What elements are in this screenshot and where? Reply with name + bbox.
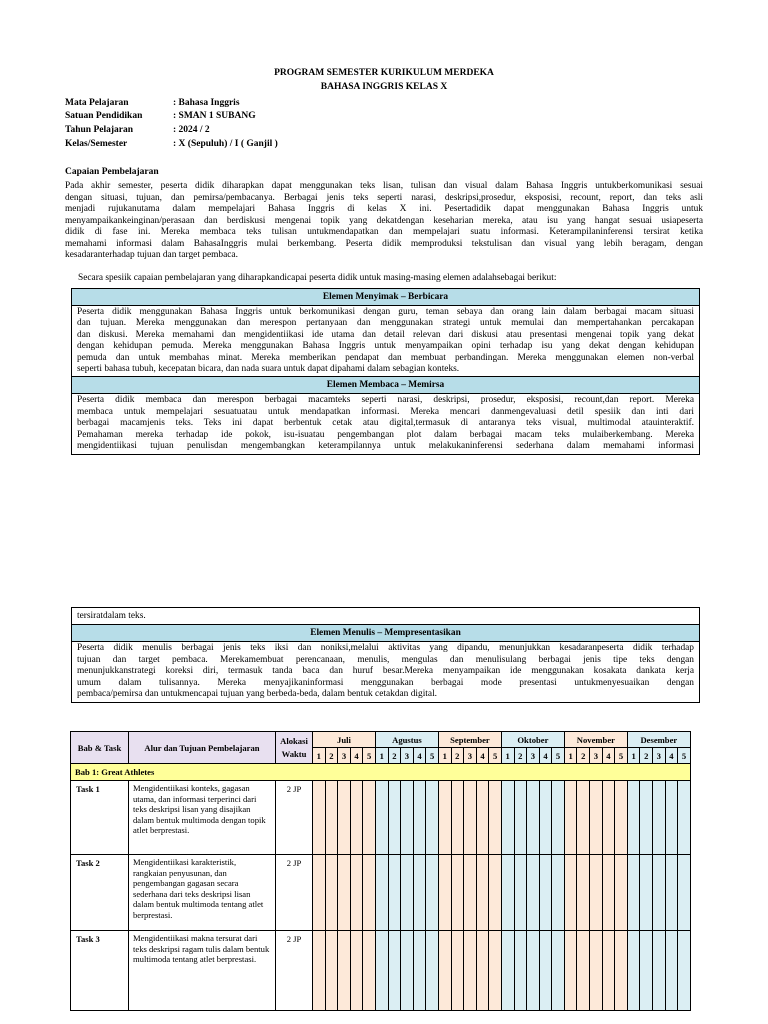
- week-cell: [514, 855, 527, 931]
- menyimak-line: dengan kehidupan pemuda. Mereka menggunakan Bahasa Inggris untuk menyampaikan opini terhadap isu yang dekat dengan kehidupan: [77, 341, 694, 352]
- week-cell: [577, 855, 590, 931]
- week-cell: [426, 855, 439, 931]
- week-cell: [350, 781, 363, 855]
- capaian-line: Pada akhir semester, peserta didik diharapkan dapat menggunakan teks lisan, tulisan dan visual dalam Bahasa Inggris untukberkomunikasi sesuai: [65, 181, 703, 191]
- elemen-box-page1: [71, 288, 700, 455]
- week-header: 2: [640, 748, 653, 764]
- week-cell: [464, 855, 477, 931]
- week-cell: [653, 781, 666, 855]
- week-cell: [615, 855, 628, 931]
- week-cell: [426, 781, 439, 855]
- task-label: Task 1: [71, 781, 129, 855]
- capaian-paragraph: [65, 181, 703, 262]
- week-cell: [640, 931, 653, 1011]
- week-cell: [590, 931, 603, 1011]
- week-cell: [615, 931, 628, 1011]
- week-cell: [501, 931, 514, 1011]
- week-header: 1: [564, 748, 577, 764]
- meta-value: : 2024 / 2: [173, 125, 210, 135]
- menulis-line: Peserta didik menulis berbagai jenis teks iksi dan noniksi,melalui aktivitas yang dipandu, menunjukkan kesadaranpeserta didik terhadap: [77, 643, 694, 654]
- week-cell: [363, 781, 376, 855]
- week-cell: [564, 781, 577, 855]
- week-header: 4: [602, 748, 615, 764]
- menulis-line: menunjukkanstrategi koreksi diri, termasuk tanda baca dan huruf besar.Mereka menyampaikan ide menggunakan kosakata dankata kerja: [77, 666, 694, 677]
- month-header: Agustus: [375, 732, 438, 748]
- week-cell: [602, 781, 615, 855]
- week-cell: [489, 931, 502, 1011]
- week-cell: [552, 781, 565, 855]
- week-header: 5: [426, 748, 439, 764]
- week-cell: [514, 931, 527, 1011]
- week-cell: [375, 855, 388, 931]
- week-cell: [438, 781, 451, 855]
- week-cell: [678, 781, 691, 855]
- meta-label: Satuan Pendidikan: [65, 111, 143, 121]
- week-cell: [325, 855, 338, 931]
- week-header: 4: [476, 748, 489, 764]
- capaian-heading: Capaian Pembelajaran: [65, 167, 159, 177]
- elemen-membaca-continuation: tersiratdalam teks.: [77, 611, 146, 621]
- week-cell: [375, 781, 388, 855]
- week-cell: [590, 855, 603, 931]
- week-header: 1: [375, 748, 388, 764]
- task-label: Task 3: [71, 931, 129, 1011]
- table-row: [71, 931, 691, 1011]
- capaian-line: didik di fase ini. Mereka membaca teks tulisan untukmendapatkan dan mempelajari suatu informasi. Keterampilaninferensi tersirat ketika: [65, 227, 703, 237]
- elemen-menulis-title: Elemen Menulis – Mempresentasikan: [72, 624, 699, 642]
- membaca-line: Pemahaman mereka terhadap ide pokok, isu-isuatau pengembangan plot dalam berbagai macam teks mulaiberkembang. Mereka: [77, 429, 694, 440]
- week-cell: [451, 781, 464, 855]
- week-cell: [653, 931, 666, 1011]
- task-alur: Mengidentiikasi karakteristik, rangkaian penyusunan, dan pengembangan gagasan secara sederhana dari teks deskripsi lisan dalam bentuk multimoda tentang atlet berprestasi.: [129, 855, 276, 931]
- week-cell: [527, 781, 540, 855]
- week-cell: [451, 855, 464, 931]
- week-cell: [489, 781, 502, 855]
- week-header: 2: [388, 748, 401, 764]
- week-cell: [527, 931, 540, 1011]
- document-title: PROGRAM SEMESTER KURIKULUM MERDEKA: [274, 68, 494, 78]
- menyimak-line: Peserta didik menggunakan Bahasa Inggris untuk berkomunikasi dengan guru, teman sebaya dan orang lain dalam berbagai macam situasi: [77, 307, 694, 317]
- schedule-table: [70, 731, 691, 1011]
- week-cell: [590, 781, 603, 855]
- task-alur: Mengidentiikasi konteks, gagasan utama, dan informasi terperinci dari teks deskripsi lisan yang disajikan dalam bentuk multimoda dengan topik atlet berprestasi.: [129, 781, 276, 855]
- week-header: 5: [552, 748, 565, 764]
- week-cell: [564, 855, 577, 931]
- week-header: 5: [678, 748, 691, 764]
- week-cell: [451, 931, 464, 1011]
- elemen-membaca-text: [72, 394, 699, 454]
- month-header: Desember: [627, 732, 690, 748]
- week-header: 1: [501, 748, 514, 764]
- week-header: 4: [539, 748, 552, 764]
- table-row: [71, 781, 691, 855]
- week-cell: [338, 931, 351, 1011]
- capaian-line: menyampaikankeinginan/perasaan dan berdiskusi mengenai topik yang dekatdengan keseharian mereka, atau isu yang hangat sesuai usiapeserta: [65, 215, 703, 226]
- week-cell: [476, 931, 489, 1011]
- week-cell: [678, 855, 691, 931]
- week-cell: [514, 781, 527, 855]
- menulis-line: pembaca/pemirsa dan untukmencapai tujuan yang berbeda-beda, dalam bentuk cetakdan digital.: [77, 689, 438, 700]
- week-cell: [338, 855, 351, 931]
- week-cell: [426, 931, 439, 1011]
- week-cell: [325, 781, 338, 855]
- month-header: September: [438, 732, 501, 748]
- capaian-line: menjadi rujukanutama dalam mempelajari Bahasa Inggris di kelas X ini. Pesertadidik dapat menggunakan Bahasa Inggris untuk: [65, 204, 703, 214]
- week-header: 1: [438, 748, 451, 764]
- week-header: 5: [615, 748, 628, 764]
- meta-value: : SMAN 1 SUBANG: [173, 111, 256, 121]
- week-cell: [665, 931, 678, 1011]
- week-cell: [552, 855, 565, 931]
- month-header: Oktober: [501, 732, 564, 748]
- month-header: Juli: [313, 732, 376, 748]
- meta-row: [65, 98, 240, 108]
- week-cell: [653, 855, 666, 931]
- week-cell: [577, 931, 590, 1011]
- menyimak-line: seperti bahasa tubuh, kecepatan bicara, dan nada suara untuk dapat dipahami dalam sebagian konteks.: [77, 364, 460, 375]
- chapter-row: Bab 1: Great Athletes: [71, 764, 691, 781]
- week-header: 2: [325, 748, 338, 764]
- task-alokasi: 2 JP: [276, 931, 313, 1011]
- membaca-line: mengidentiikasi tujuan penulisdan mengembangkan keterampilannya untuk melakukaninferensi sederhana dalam memahami informasi: [77, 441, 694, 452]
- capaian-line: memahami informasi dalam BahasaInggris mulai berkembang. Peserta didik memproduksi tekstulisan dan visual yang lebih beragam, dengan: [65, 238, 703, 249]
- week-cell: [640, 855, 653, 931]
- task-label: Task 2: [71, 855, 129, 931]
- week-cell: [338, 781, 351, 855]
- week-cell: [539, 781, 552, 855]
- week-header: 1: [313, 748, 326, 764]
- week-header: 4: [413, 748, 426, 764]
- week-cell: [388, 781, 401, 855]
- week-cell: [401, 931, 414, 1011]
- task-alokasi: 2 JP: [276, 781, 313, 855]
- membaca-line: Peserta didik membaca dan merespon berbagai macamteks seperti narasi, deskripsi, prosedur, eksposisi, recount,dan report. Mereka: [77, 395, 694, 406]
- meta-value: : X (Sepuluh) / I ( Ganjil ): [173, 139, 278, 149]
- week-cell: [401, 781, 414, 855]
- week-cell: [640, 781, 653, 855]
- week-cell: [476, 855, 489, 931]
- week-cell: [438, 855, 451, 931]
- week-cell: [388, 931, 401, 1011]
- week-cell: [501, 855, 514, 931]
- task-alur: Mengidentiikasi makna tersurat dari teks deskripsi ragam tulis dalam bentuk multimoda tentang atlet berprestasi.: [129, 931, 276, 1011]
- week-cell: [350, 931, 363, 1011]
- week-header: 5: [489, 748, 502, 764]
- week-cell: [627, 855, 640, 931]
- table-row: [71, 855, 691, 931]
- elemen-menyimak-text: [72, 306, 699, 376]
- week-cell: [627, 931, 640, 1011]
- week-cell: [602, 931, 615, 1011]
- week-cell: [325, 931, 338, 1011]
- elemen-box-page2: [71, 607, 700, 703]
- week-cell: [678, 931, 691, 1011]
- week-header: 2: [577, 748, 590, 764]
- week-header: 3: [653, 748, 666, 764]
- month-header: November: [564, 732, 627, 748]
- week-cell: [464, 781, 477, 855]
- week-cell: [527, 855, 540, 931]
- menulis-line: tujuan dan target pembaca. Merekamembuat perencanaan, menulis, mengulas dan menulisulang berbagai jenis tipe teks dengan: [77, 654, 694, 665]
- week-cell: [665, 855, 678, 931]
- document-subtitle: BAHASA INGGRIS KELAS X: [320, 82, 448, 92]
- col-alur: Alur dan Tujuan Pembelajaran: [129, 732, 276, 764]
- week-cell: [577, 781, 590, 855]
- meta-label: Tahun Pelajaran: [65, 125, 134, 135]
- week-cell: [401, 855, 414, 931]
- week-cell: [350, 855, 363, 931]
- menulis-line: umum dalam tulisannya. Mereka menyajikaninformasi menggunakan berbagai mode presentasi untukmenyesuaikan dengan: [77, 677, 694, 688]
- week-cell: [313, 781, 326, 855]
- week-header: 3: [401, 748, 414, 764]
- elemen-membaca-title: Elemen Membaca – Memirsa: [72, 376, 699, 394]
- week-cell: [313, 855, 326, 931]
- menyimak-line: dan tujuan. Mereka menggunakan dan merespon pertanyaan dan menggunakan strategi untuk memulai dan mempertahankan percakapan: [77, 318, 694, 329]
- col-alokasi-line1: Alokasi: [280, 735, 308, 746]
- week-header: 2: [451, 748, 464, 764]
- week-cell: [438, 931, 451, 1011]
- week-cell: [539, 931, 552, 1011]
- meta-row: [65, 125, 210, 135]
- meta-row: [65, 139, 278, 149]
- capaian-line: dengan situasi, tujuan, dan pemirsa/pembacanya. Berbagai jenis teks seperti narasi, deskripsi,prosedur, eksposisi, recount, report, dan teks asli: [65, 192, 703, 203]
- meta-label: Kelas/Semester: [65, 139, 128, 149]
- meta-value: : Bahasa Inggris: [173, 98, 240, 108]
- week-header: 4: [350, 748, 363, 764]
- menyimak-line: dan diskusi. Mereka memahami dan mengidentiikasi ide utama dan detail relevan dari diskusi atau presentasi mengenai topik yang dekat: [77, 329, 694, 340]
- week-cell: [564, 931, 577, 1011]
- week-cell: [602, 855, 615, 931]
- col-bab-task: Bab & Task: [71, 732, 129, 764]
- week-cell: [615, 781, 628, 855]
- capaian-intro: Secara spesiik capaian pembelajaran yang diharapkandicapai peserta didik untuk masing-masing elemen adalahsebagai berikut:: [78, 273, 557, 283]
- week-header: 2: [514, 748, 527, 764]
- menyimak-line: pemuda dan untuk membahas minat. Mereka memberikan pendapat dan membuat perbandingan. Mereka menggunakan elemen non-verbal: [77, 352, 694, 363]
- col-alokasi-line2: Waktu: [281, 748, 307, 759]
- membaca-line: membaca untuk mempelajari sesuatuatau untuk mendapatkan informasi. Mereka mencari danmengevaluasi detil spesiik dan inti dari: [77, 406, 694, 417]
- week-header: 4: [665, 748, 678, 764]
- task-alokasi: 2 JP: [276, 855, 313, 931]
- week-cell: [413, 931, 426, 1011]
- week-cell: [552, 931, 565, 1011]
- membaca-line: berbagai macamjenis teks. Teks ini dapat berbentuk cetak atau digital,termasuk di antaranya teks visual, multimodal atauinteraktif.: [77, 418, 694, 429]
- week-cell: [388, 855, 401, 931]
- week-header: 3: [464, 748, 477, 764]
- elemen-menyimak-title: Elemen Menyimak – Berbicara: [72, 289, 699, 306]
- week-header: 3: [590, 748, 603, 764]
- week-cell: [489, 855, 502, 931]
- week-cell: [464, 931, 477, 1011]
- week-cell: [627, 781, 640, 855]
- week-header: 5: [363, 748, 376, 764]
- week-cell: [413, 781, 426, 855]
- week-cell: [363, 855, 376, 931]
- week-cell: [413, 855, 426, 931]
- week-cell: [313, 931, 326, 1011]
- elemen-menulis-text: [72, 642, 699, 702]
- week-cell: [665, 781, 678, 855]
- meta-label: Mata Pelajaran: [65, 98, 129, 108]
- capaian-line: kesadaranterhadap tujuan dan target pembaca.: [65, 250, 238, 260]
- week-cell: [476, 781, 489, 855]
- week-cell: [363, 931, 376, 1011]
- col-alokasi: [276, 732, 313, 764]
- week-header: 3: [527, 748, 540, 764]
- meta-row: [65, 111, 256, 121]
- week-header: 1: [627, 748, 640, 764]
- week-cell: [539, 855, 552, 931]
- week-cell: [375, 931, 388, 1011]
- week-header: 3: [338, 748, 351, 764]
- week-cell: [501, 781, 514, 855]
